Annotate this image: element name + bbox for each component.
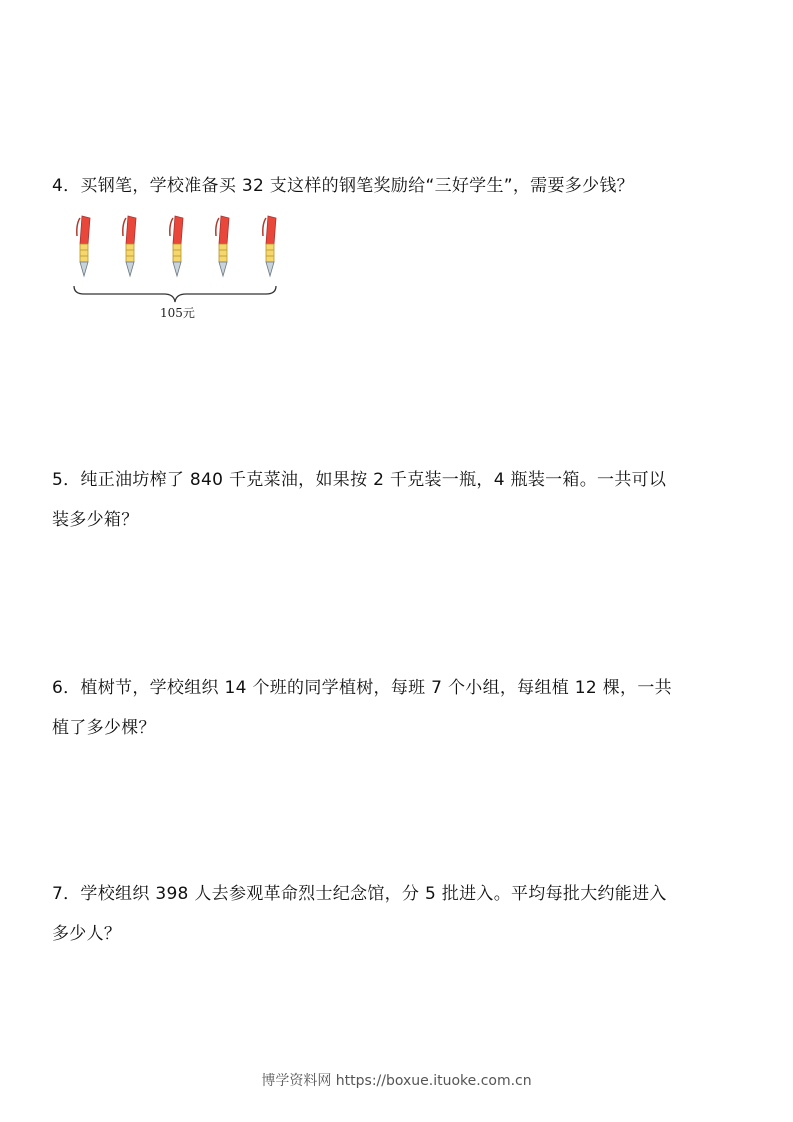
question-5-line-1: 5．纯正油坊榨了 840 千克菜油，如果按 2 千克装一瓶，4 瓶装一箱。一共可以	[52, 470, 667, 490]
question-7-line-1: 7．学校组织 398 人去参观革命烈士纪念馆，分 5 批进入。平均每批大约能进入	[52, 884, 667, 904]
footer-watermark: 博学资料网 https://boxue.ituoke.com.cn	[261, 1073, 532, 1089]
question-6-line-1: 6．植树节，学校组织 14 个班的同学植树，每班 7 个小组，每组植 12 棵，一共	[52, 678, 672, 698]
fountain-pen-icon	[165, 214, 189, 284]
fountain-pen-icon	[118, 214, 142, 284]
question-4-line-1: 4．买钢笔，学校准备买 32 支这样的钢笔奖励给“三好学生”，需要多少钱？	[52, 176, 634, 196]
pens-figure	[72, 214, 282, 324]
question-6-line-2: 植了多少棵？	[52, 718, 156, 738]
question-5	[52, 460, 752, 540]
fountain-pen-icon	[72, 214, 96, 284]
fountain-pen-icon	[211, 214, 235, 284]
question-6	[52, 668, 752, 748]
question-5-line-2: 装多少箱？	[52, 510, 139, 530]
question-7-line-2: 多少人？	[52, 924, 122, 944]
fountain-pen-icon	[258, 214, 282, 284]
total-price-label: 105元	[160, 306, 195, 320]
question-4	[52, 166, 752, 206]
pens-row	[72, 214, 282, 284]
question-7	[52, 874, 752, 954]
